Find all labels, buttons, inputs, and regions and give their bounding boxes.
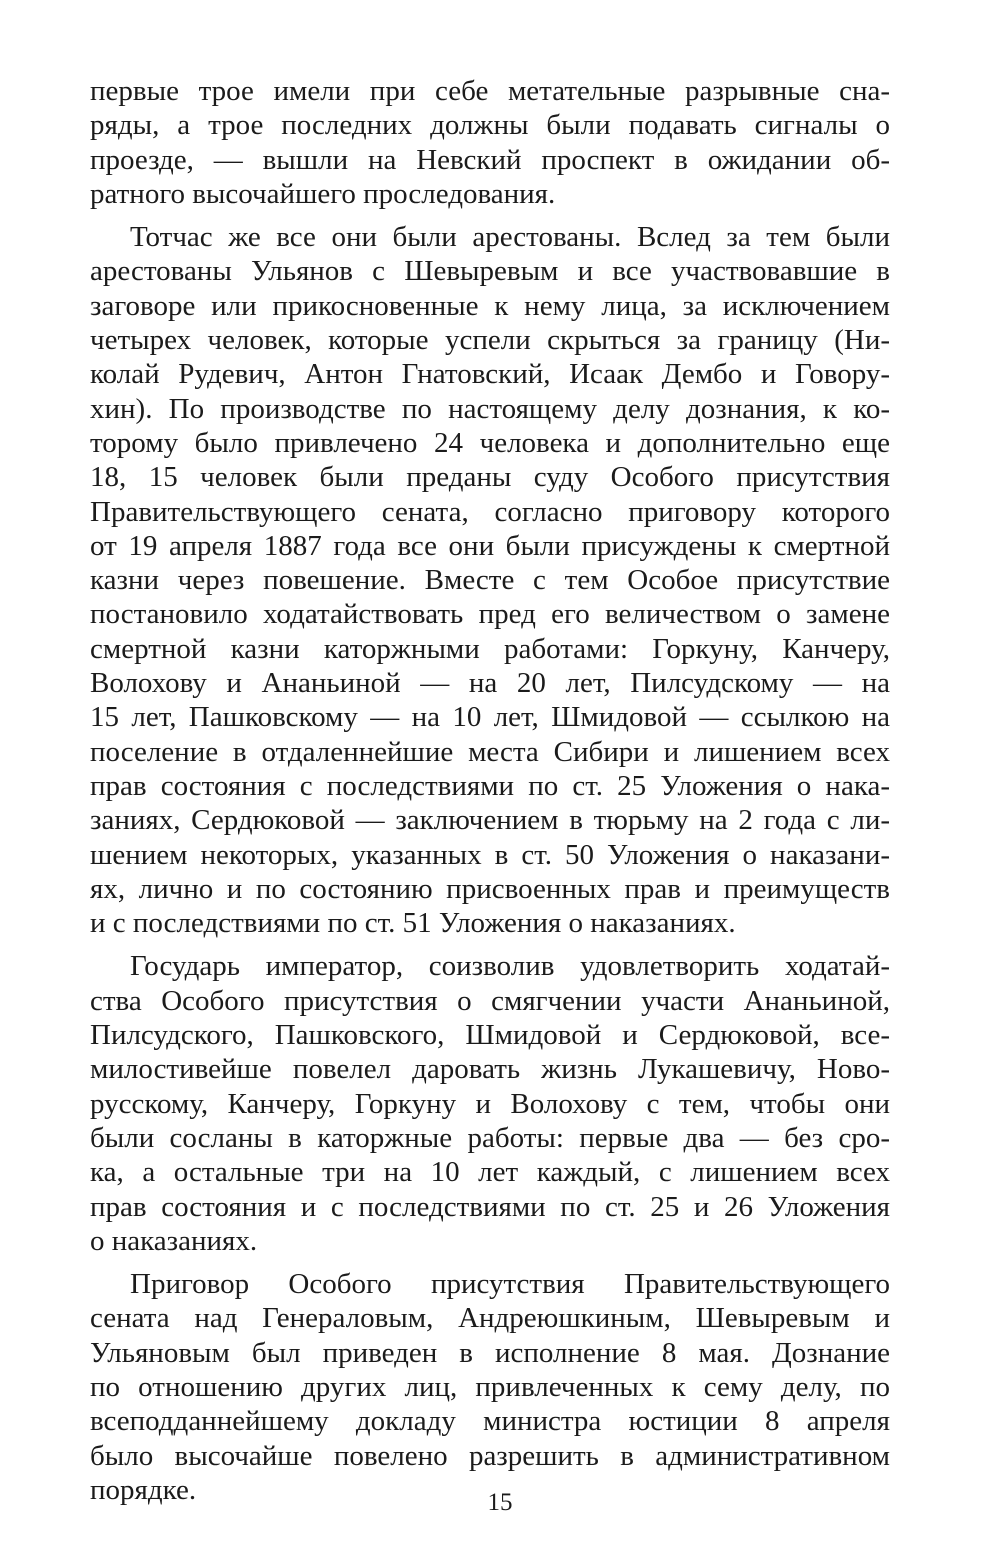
text-line: Волохову и Ананьиной — на 20 лет, Пилсудскому — на: [90, 667, 890, 700]
text-line: торому было привлечено 24 человека и дополнительно еще: [90, 426, 890, 459]
text-line: хин). По производстве по настоящему делу дознания, к ко-: [90, 392, 890, 425]
text-line: шением некоторых, указанных в ст. 50 Уложения о наказани-: [90, 838, 890, 871]
text-line: были сосланы в каторжные работы: первые два — без сро-: [90, 1121, 890, 1154]
text-line: всеподданнейшему докладу министра юстиции 8 апреля: [90, 1405, 890, 1438]
text-line: Государь император, соизволив удовлетворить ходатай-: [130, 950, 890, 983]
text-line: и с последствиями по ст. 51 Уложения о наказаниях.: [90, 907, 736, 940]
text-line: ряды, а трое последних должны были подавать сигналы о: [90, 109, 890, 142]
text-line: прав состояния и с последствиями по ст. 25 и 26 Уложения: [90, 1190, 890, 1223]
text-line: ратного высочайшего проследования.: [90, 177, 556, 210]
text-line: Приговор Особого присутствия Правительствующего: [130, 1268, 890, 1301]
text-line: Правительствующего сената, согласно приговору которого: [90, 495, 890, 528]
text-line: смертной казни каторжными работами: Горкуну, Канчеру,: [90, 632, 890, 665]
page-body: [90, 74, 890, 1516]
text-line: казни через повешение. Вместе с тем Особое присутствие: [90, 564, 890, 597]
text-line: ства Особого присутствия о смягчении участи Ананьиной,: [90, 984, 890, 1017]
text-line: ка, а остальные три на 10 лет каждый, с лишением всех: [90, 1156, 890, 1189]
page-number: 15: [487, 1489, 513, 1516]
text-line: 15 лет, Пашковскому — на 10 лет, Шмидовой — ссылкою на: [90, 701, 890, 734]
text-line: 18, 15 человек были преданы суду Особого присутствия: [90, 461, 890, 494]
text-line: русскому, Канчеру, Горкуну и Волохову с тем, чтобы они: [90, 1087, 890, 1120]
text-line: Тотчас же все они были арестованы. Вслед за тем были: [130, 221, 890, 254]
text-line: от 19 апреля 1887 года все они были присуждены к смертной: [90, 529, 890, 562]
paragraph-1: [90, 74, 890, 211]
text-line: Пилсудского, Пашковского, Шмидовой и Сердюковой, все-: [90, 1019, 890, 1052]
text-line: арестованы Ульянов с Шевыревым и все участвовавшие в: [90, 255, 890, 288]
text-line: проезде, — вышли на Невский проспект в ожидании об-: [90, 143, 890, 176]
paragraph-2: [90, 220, 890, 940]
text-line: порядке.: [90, 1473, 197, 1506]
text-line: сената над Генераловым, Андреюшкиным, Шевыревым и: [90, 1302, 890, 1335]
text-line: милостивейше повелел даровать жизнь Лукашевичу, Ново-: [90, 1053, 890, 1086]
text-line: заниях, Сердюковой — заключением в тюрьму на 2 года с ли-: [90, 804, 890, 837]
text-line: поселение в отдаленнейшие места Сибири и лишением всех: [90, 735, 890, 768]
text-line: ях, лично и по состоянию присвоенных прав и преимуществ: [90, 872, 890, 905]
paragraph-3: [90, 949, 890, 1258]
text-line: Ульяновым был приведен в исполнение 8 мая. Дознание: [90, 1336, 890, 1369]
text-line: было высочайше повелено разрешить в административном: [90, 1439, 890, 1472]
text-line: первые трое имели при себе метательные разрывные сна-: [90, 75, 890, 107]
text-line: четырех человек, которые успели скрыться за границу (Ни-: [90, 324, 890, 357]
paragraph-4: [90, 1267, 890, 1507]
text-line: о наказаниях.: [90, 1224, 258, 1257]
text-line: прав состояния с последствиями по ст. 25 Уложения о нака-: [90, 769, 890, 802]
text-line: заговоре или прикосновенные к нему лица, за исключением: [90, 289, 890, 322]
text-line: колай Рудевич, Антон Гнатовский, Исаак Дембо и Говору-: [90, 358, 890, 391]
text-line: постановило ходатайствовать пред его величеством о замене: [90, 598, 890, 631]
text-line: по отношению других лиц, привлеченных к сему делу, по: [90, 1370, 890, 1403]
